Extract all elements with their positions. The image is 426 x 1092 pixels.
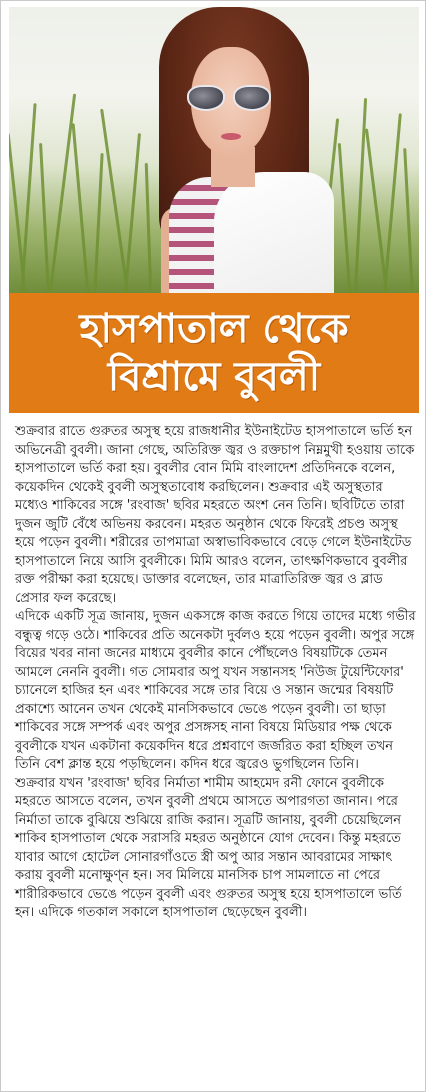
portrait-jacket xyxy=(214,172,334,293)
article-paragraph: শুক্রবার রাতে গুরুতর অসুস্থ হয়ে রাজধানীর ইউনাইটেড হাসপাতালে ভর্তি হন অভিনেত্রী বুবলী। জানা গেছে, অতিরিক্ত জ্বর ও রক্তচাপ নিম্নমুখী হওয়ায় তাকে হাসপাতালে ভর্তি করা হয়। বুবলীর বোন মিমি বাংলাদেশ প্রতিদিনকে বলেন, কয়েকদিন থেকেই বুবলী অসুস্থতাবোধ করছিলেন। শুক্রবার এই অসুস্থতার মধ্যেও শাকিবের সঙ্গে 'রংবাজ' ছবির মহরতে অংশ নেন তিনি। ছবিটিতে তারা দুজন জুটি বেঁধে অভিনয় করবেন। মহরত অনুষ্ঠান থেকে ফিরেই প্রচণ্ড অসুস্থ হয়ে পড়েন বুবলী। শরীরের তাপমাত্রা অস্বাভাবিকভাবে বেড়ে গেলে ইউনাইটেড হাসপাতালে নিয়ে আসি বুবলীকে। মিমি আরও বলেন, তাৎক্ষণিকভাবে বুবলীর রক্ত পরীক্ষা করা হয়েছে। ডাক্তার বলেছেন, তার মাত্রাতিরিক্ত জ্বর ও ব্লাড প্রেসার ফল করেছে। xyxy=(15,424,415,606)
article-body xyxy=(15,423,417,923)
headline-line-2: বিশ্রামে বুবলী xyxy=(107,354,321,400)
headline-line-1: হাসপাতাল থেকে xyxy=(79,306,349,352)
sunglasses-icon xyxy=(187,85,225,111)
article-paragraph: শুক্রবার যখন 'রংবাজ' ছবির নির্মাতা শামীম আহমেদ রনী ফোনে বুবলীকে মহরতে আসতে বলেন, তখন বুবলী প্রথমে আসতে অপারগতা জানান। পরে নির্মাতা তাকে বুঝিয়ে শুঝিয়ে রাজি করান। সূত্রটি জানায়, বুবলী চেয়েছিলেন শাকিব হাসপাতাল থেকে সরাসরি মহরত অনুষ্ঠানে যোগ দেবেন। কিন্তু মহরতে যাবার আগে হোটেল সোনারগাঁওতে স্ত্রী অপু আর সন্তান আবরামের সাক্ষাৎ করায় বুবলী মনোক্ষুণ্ন হন। সব মিলিয়ে মানসিক চাপ সামলাতে না পেরে শারীরিকভাবে ভেঙে পড়েন বুবলী এবং গুরুতর অসুস্থ হয়ে হাসপাতালে ভর্তি হন। এদিকে গতকাল সকালে হাসপাতাল ছেড়েছেন বুবলী। xyxy=(15,775,402,920)
sunglasses-icon xyxy=(233,85,271,111)
article-photo xyxy=(9,7,419,293)
headline-band xyxy=(9,293,419,413)
article-paragraph: এদিকে একটি সূত্র জানায়, দুজন একসঙ্গে কাজ করতে গিয়ে তাদের মধ্যে গভীর বন্ধুত্ব গড়ে ওঠে। শাকিবের প্রতি অনেকটা দুর্বলও হয়ে পড়েন বুবলী। অপুর সঙ্গে বিয়ের খবর নানা জনের মাধ্যমে বুবলীর কানে পৌঁছলেও বিষয়টিকে তেমন আমলে নেননি বুবলী। গত সোমবার অপু যখন সন্তানসহ 'নিউজ টুয়েন্টিফোর' চ্যানেলে হাজির হন এবং শাকিবের সঙ্গে তার বিয়ে ও সন্তান জন্মের বিষয়টি প্রকাশ্যে আনেন তখন থেকেই মানসিকভাবে ভেঙে পড়েন বুবলী। তা ছাড়া শাকিবের সঙ্গে সম্পর্ক এবং অপুর প্রসঙ্গসহ নানা বিষয়ে মিডিয়ার পক্ষ থেকে বুবলীকে যখন একটানা কয়েকদিন ধরে প্রশ্নবাণে জর্জরিত করা হচ্ছিল তখন তিনি বেশ ক্লান্ত হয়ে পড়ছিলেন। কদিন ধরে জ্বরেও ভুগছিলেন তিনি। xyxy=(15,609,416,772)
portrait-lips xyxy=(221,133,241,140)
